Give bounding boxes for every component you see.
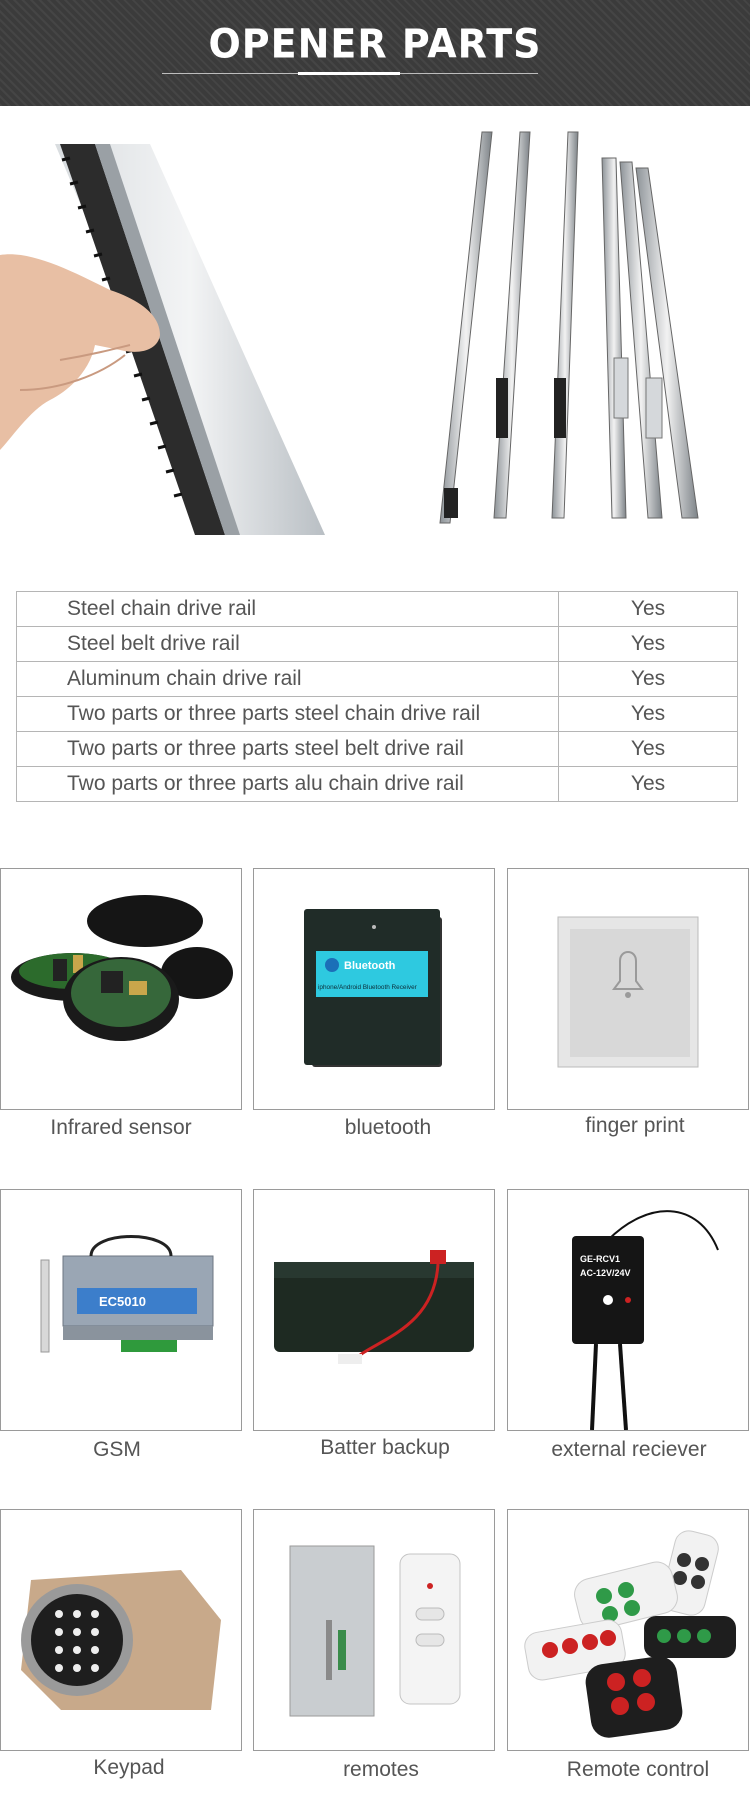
infrared-sensor-caption: Infrared sensor [50,1116,192,1139]
bluetooth-image [253,868,495,1110]
table-row [17,627,738,662]
finger-print-image [507,868,749,1110]
rail-spec-table [16,591,738,802]
infrared-sensor-image [0,868,242,1110]
chain-rail-photo [0,140,330,535]
finger-print-caption: finger print [585,1114,685,1137]
table-cell-name: Aluminum chain drive rail [17,662,559,697]
remote-control-image [507,1509,749,1751]
bluetooth-label: Bluetooth [344,960,396,972]
remote-control-caption: Remote control [566,1758,710,1781]
header-divider-accent [298,72,400,75]
receiver-model-label: GE-RCV1 [580,1254,621,1264]
gsm-image [0,1189,242,1431]
table-cell-value: Yes [559,767,738,802]
table-cell-name: Steel belt drive rail [17,627,559,662]
bluetooth-caption: bluetooth [344,1116,432,1139]
table-cell-value: Yes [559,697,738,732]
bluetooth-sublabel: iphone/Android Bluetooth Receiver [318,984,417,991]
table-cell-value: Yes [559,592,738,627]
table-row [17,767,738,802]
battery-caption: Batter backup [320,1436,450,1459]
keypad-image [0,1509,242,1751]
table-row [17,662,738,697]
rail-set-photo [430,128,730,528]
table-cell-value: Yes [559,627,738,662]
remotes-image [253,1509,495,1751]
remotes-caption: remotes [343,1758,419,1781]
external-receiver-image [507,1189,749,1431]
page-title: OPENER PARTS [208,20,542,68]
table-cell-name: Two parts or three parts steel chain drive rail [17,697,559,732]
external-receiver-caption: external reciever [551,1438,707,1461]
table-cell-name: Steel chain drive rail [17,592,559,627]
table-cell-name: Two parts or three parts steel belt drive rail [17,732,559,767]
page-header [0,0,750,106]
table-row [17,732,738,767]
table-row [17,697,738,732]
gsm-caption: GSM [93,1438,141,1461]
table-row [17,592,738,627]
table-cell-value: Yes [559,662,738,697]
receiver-voltage-label: AC-12V/24V [580,1268,631,1278]
table-cell-name: Two parts or three parts alu chain drive rail [17,767,559,802]
battery-image [253,1189,495,1431]
gsm-label: EC5010 [99,1294,146,1309]
keypad-caption: Keypad [93,1756,165,1779]
table-cell-value: Yes [559,732,738,767]
